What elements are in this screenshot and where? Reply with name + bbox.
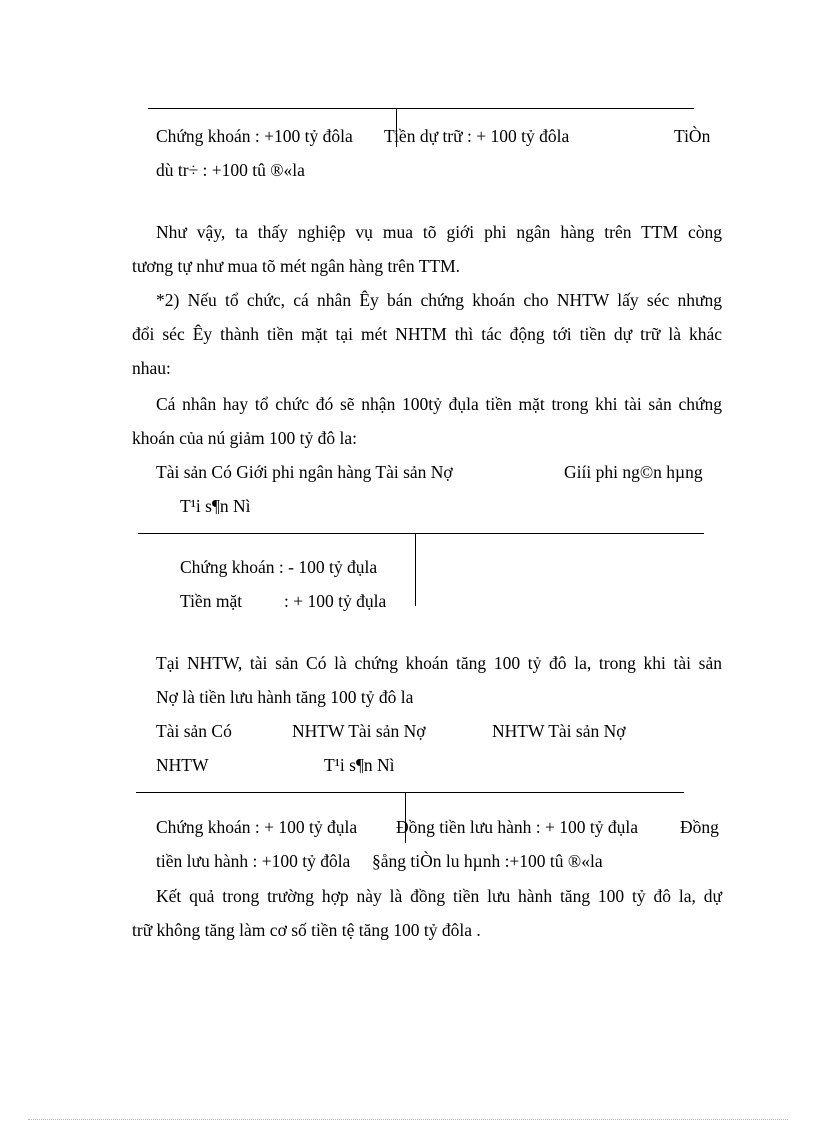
t-account-2-header-left: Tài sản Có Giới phi ngân hàng Tài sản Nợ [156,462,453,482]
t-account-3-line-2-garbled: §ång tiÒn lu hµnh :+100 tû ®«la [372,851,603,871]
t-account-1-garbled-line: dù tr÷ : +100 tû ®«la [156,160,305,180]
paragraph-1-line-1: Như vậy, ta thấy nghiệp vụ mua tõ giới phi ngân hàng trên TTM còng [156,222,722,242]
paragraph-3-line-1: Cá nhân hay tổ chức đó sẽ nhận 100tỷ đụla tiền mặt trong khi tài sản chứng [156,394,722,414]
t-account-2-divider [415,534,416,606]
page-bottom-border [28,1119,788,1120]
t-account-3-header-line-2-right: T¹i s¶n Nì [324,755,395,775]
t-account-2-row-2-label: Tiền mặt [180,591,243,611]
t-account-2-row-2-value: : + 100 tỷ đụla [284,591,387,611]
t-account-3-overflow-word: Đồng [680,817,719,837]
t-account-2-row-1: Chứng khoán : - 100 tỷ đụla [180,557,378,577]
t-account-3-liabilities-entry: Đồng tiền lưu hành : + 100 tỷ đụla [396,817,638,837]
t-account-1-overflow-word: TiÒn [674,126,711,146]
paragraph-1-line-2: tương tự như mua tõ mét ngân hàng trên TTM. [132,256,461,276]
paragraph-3-line-2: khoán của nú giảm 100 tỷ đô la: [132,428,358,448]
paragraph-4-line-2: Nợ là tiền lưu hành tăng 100 tỷ đô la [156,687,414,707]
paragraph-4-line-1: Tại NHTW, tài sản Có là chứng khoán tăng 100 tỷ đô la, trong khi tài sản [156,653,722,673]
t-account-1-assets-entry: Chứng khoán : +100 tỷ đôla [156,126,353,146]
t-account-2-header-line-2: T¹i s¶n Nì [180,496,251,516]
t-account-3-header-col-1: Tài sản Có [156,721,232,741]
t-account-3-line-2-left: tiền lưu hành : +100 tỷ đôla [156,851,351,871]
t-account-3-assets-entry: Chứng khoán : + 100 tỷ đụla [156,817,358,837]
t-account-2-header-right: Giíi phi ng©n hµng [564,462,703,482]
paragraph-5-line-2: trữ không tăng làm cơ số tiền tệ tăng 100 tỷ đôla . [132,920,481,940]
t-account-2-top-rule [138,533,704,534]
t-account-3-header-line-2-left: NHTW [156,755,209,775]
t-account-1-liabilities-entry: Tiền dự trữ : + 100 tỷ đôla [384,126,570,146]
t-account-3-top-rule [136,792,684,793]
paragraph-2-line-2: đổi séc Êy thành tiền mặt tại mét NHTM thì tác động tới tiền dự trữ là khác [132,324,722,344]
t-account-3-header-col-3: NHTW Tài sản Nợ [492,721,626,741]
t-account-3-header-col-2: NHTW Tài sản Nợ [292,721,426,741]
paragraph-5-line-1: Kết quả trong trường hợp này là đồng tiền lưu hành tăng 100 tỷ đô la, dự [156,886,722,906]
paragraph-2-line-1: *2) Nếu tổ chức, cá nhân Êy bán chứng khoán cho NHTW lấy séc nhưng [156,290,722,310]
paragraph-2-line-3: nhau: [132,358,171,378]
t-account-1-top-rule [148,108,694,109]
